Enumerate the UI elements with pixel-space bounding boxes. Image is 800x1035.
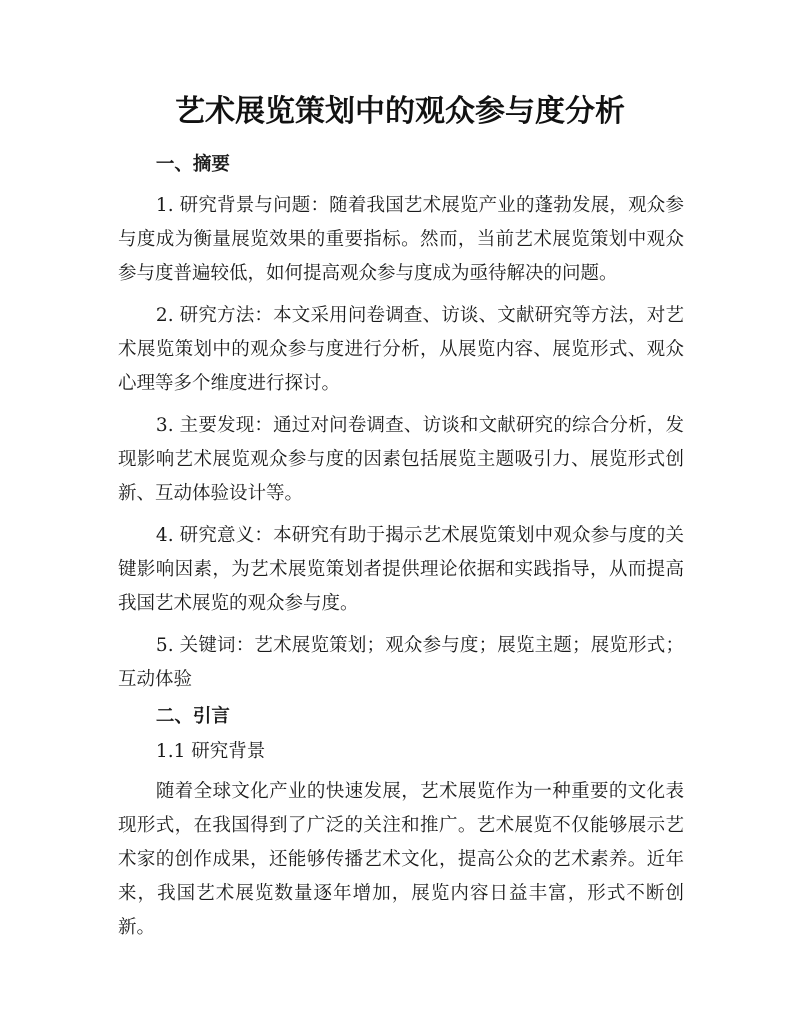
- document-body: [118, 145, 684, 945]
- section-heading-introduction: 二、引言: [155, 706, 230, 727]
- document-title: 艺术展览策划中的观众参与度分析: [175, 94, 625, 129]
- abstract-paragraph-findings: 3. 主要发现：通过对问卷调查、访谈和文献研究的综合分析，发现影响艺术展览观众参与度的因素包括展览主题吸引力、展览形式创新、互动体验设计等。: [118, 415, 684, 504]
- section-heading-abstract: 一、摘要: [155, 154, 230, 175]
- abstract-paragraph-significance: 4. 研究意义：本研究有助于揭示艺术展览策划中观众参与度的关键影响因素，为艺术展览策划者提供理论依据和实践指导，从而提高我国艺术展览的观众参与度。: [118, 525, 684, 614]
- abstract-paragraph-keywords: 5. 关键词：艺术展览策划；观众参与度；展览主题；展览形式；互动体验: [118, 635, 684, 690]
- introduction-paragraph: 随着全球文化产业的快速发展，艺术展览作为一种重要的文化表现形式，在我国得到了广泛的关注和推广。艺术展览不仅能够展示艺术家的创作成果，还能够传播艺术文化，提高公众的艺术素养。近年来，我国艺术展览数量逐年增加，展览内容日益丰富，形式不断创新。: [118, 781, 684, 938]
- abstract-paragraph-background: 1. 研究背景与问题：随着我国艺术展览产业的蓬勃发展，观众参与度成为衡量展览效果的重要指标。然而，当前艺术展览策划中观众参与度普遍较低，如何提高观众参与度成为亟待解决的问题。: [118, 195, 684, 284]
- abstract-paragraph-method: 2. 研究方法：本文采用问卷调查、访谈、文献研究等方法，对艺术展览策划中的观众参与度进行分析，从展览内容、展览形式、观众心理等多个维度进行探讨。: [118, 305, 684, 394]
- subsection-heading-background: 1.1 研究背景: [155, 741, 266, 762]
